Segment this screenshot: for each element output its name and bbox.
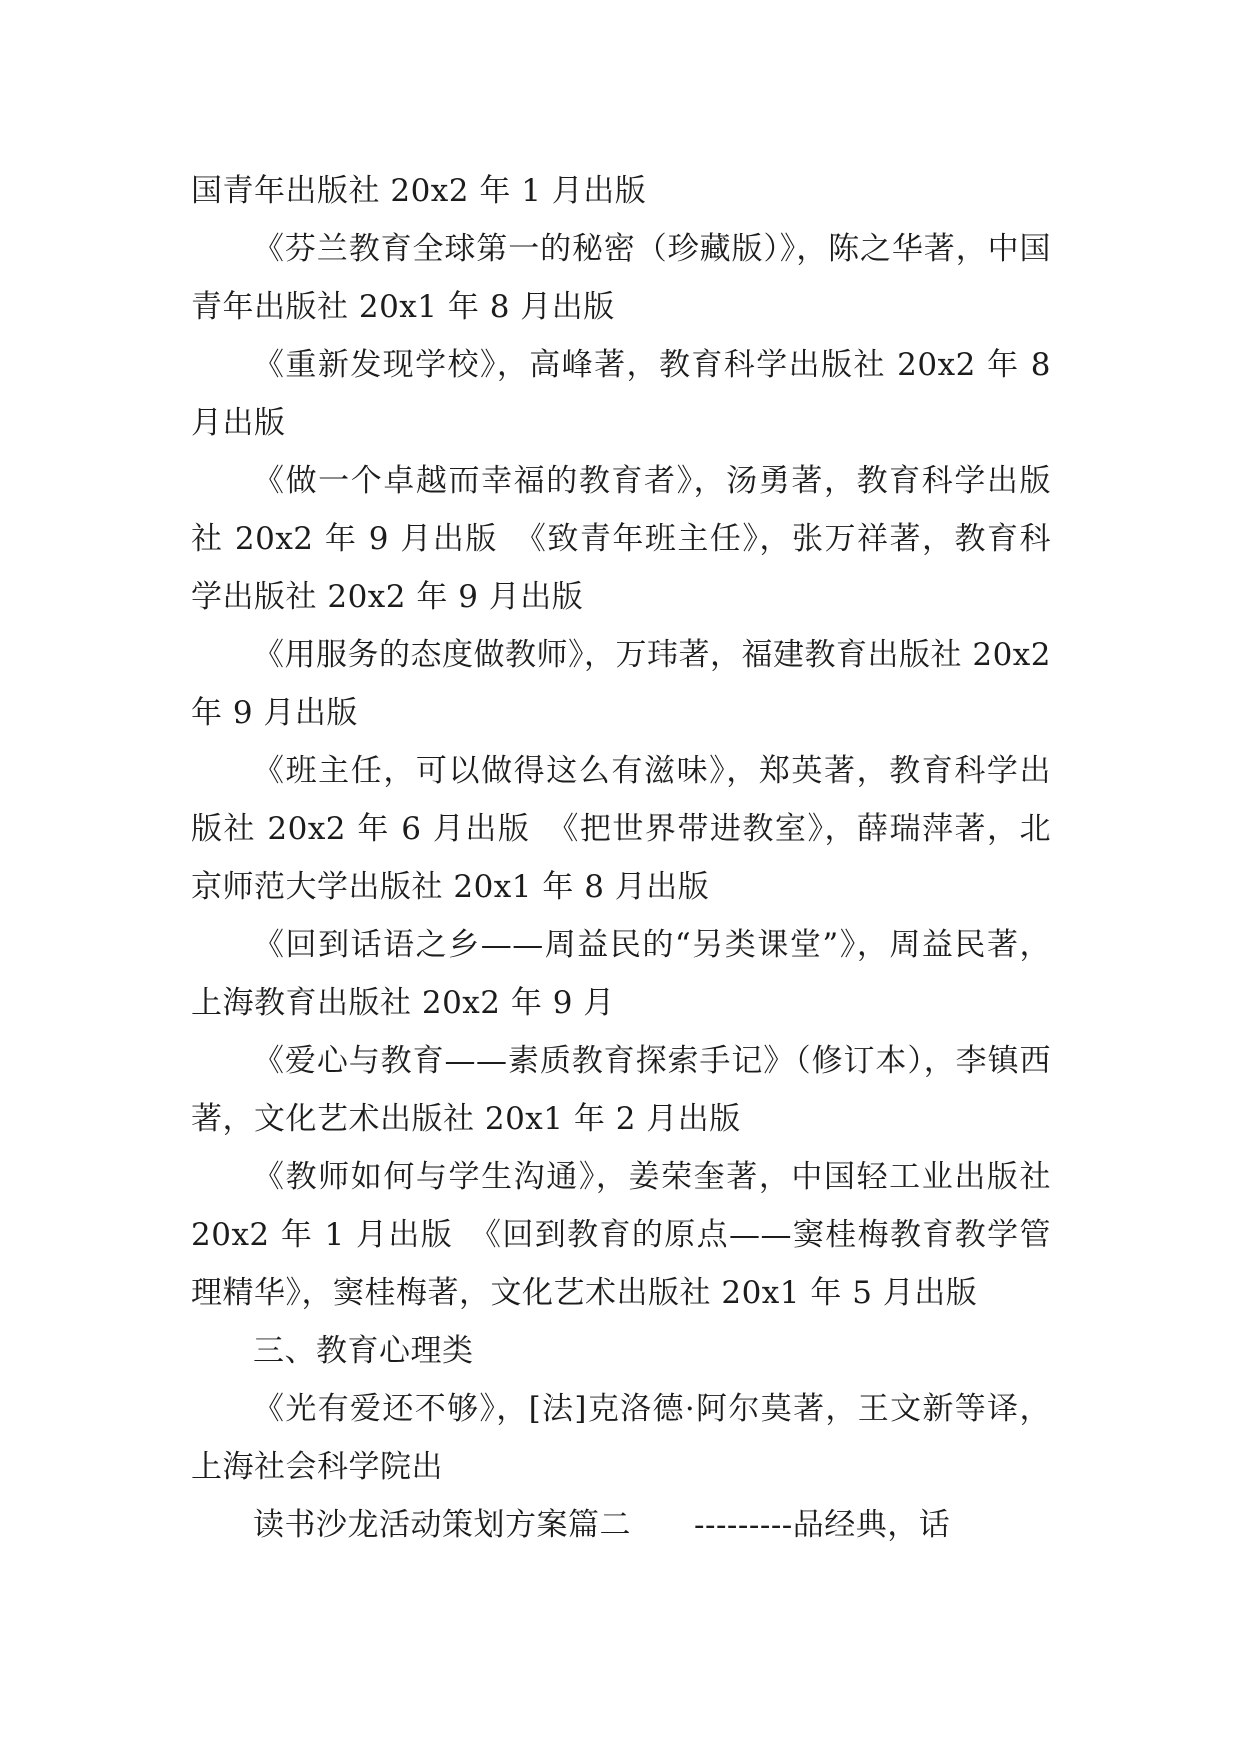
paragraph-continuation: 国青年出版社 20x2 年 1 月出版	[191, 173, 647, 209]
paragraph-book-service-attitude: 《用服务的态度做教师》，万玮著，福建教育出版社 20x2 年 9 月出版	[191, 637, 1052, 731]
paragraph-book-love-not-enough: 《光有爱还不够》，[法]克洛德·阿尔莫著，王文新等译，上海社会科学院出	[191, 1391, 1051, 1485]
section-heading-educational-psychology: 三、教育心理类	[253, 1333, 474, 1369]
paragraph-book-finland-education: 《芬兰教育全球第一的秘密（珍藏版）》，陈之华著，中国青年出版社 20x1 年 8 月出版	[191, 231, 1051, 325]
paragraph-book-excellent-educator: 《做一个卓越而幸福的教育者》，汤勇著，教育科学出版社 20x2 年 9 月出版 《致青年班主任》，张万祥著，教育科学出版社 20x2 年 9 月出版	[191, 463, 1051, 615]
paragraph-book-return-to-language: 《回到话语之乡——周益民的“另类课堂”》，周益民著，上海教育出版社 20x2 年 9 月	[191, 927, 1051, 1021]
paragraph-book-head-teacher: 《班主任，可以做得这么有滋味》，郑英著，教育科学出版社 20x2 年 6 月出版 《把世界带进教室》，薛瑞萍著，北京师范大学出版社 20x1 年 8 月出版	[191, 753, 1051, 905]
document-body	[191, 162, 1051, 1554]
paragraph-book-love-and-education: 《爱心与教育——素质教育探索手记》（修订本），李镇西著，文化艺术出版社 20x1 年 2 月出版	[191, 1043, 1051, 1137]
paragraph-reading-salon-plan-title: 读书沙龙活动策划方案篇二 ---------品经典，话	[253, 1507, 951, 1543]
paragraph-book-teacher-communication: 《教师如何与学生沟通》，姜荣奎著，中国轻工业出版社 20x2 年 1 月出版 《回到教育的原点——窦桂梅教育教学管理精华》，窦桂梅著，文化艺术出版社 20x1 年 5 月出版	[191, 1159, 1051, 1311]
paragraph-book-rediscover-school: 《重新发现学校》，高峰著，教育科学出版社 20x2 年 8 月出版	[191, 347, 1051, 441]
